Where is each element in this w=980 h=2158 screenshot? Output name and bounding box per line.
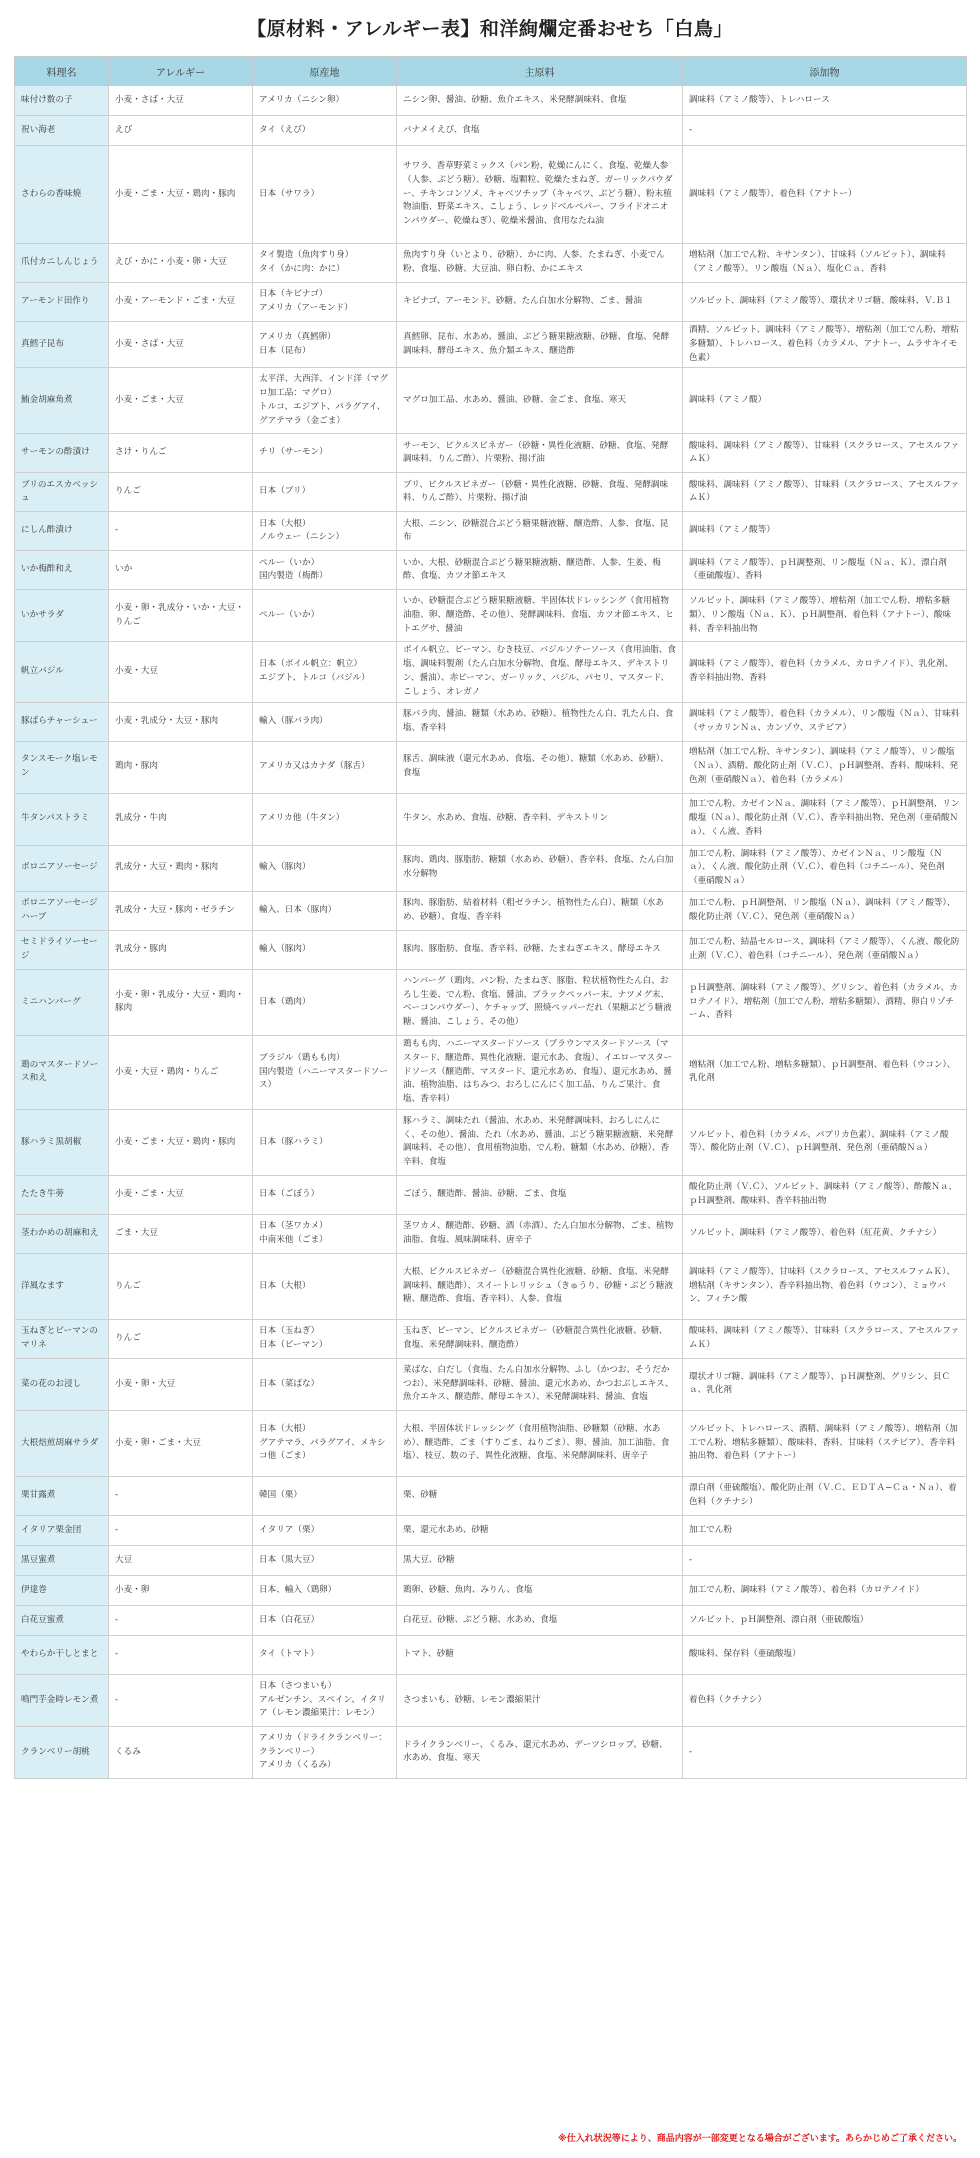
- cell-main-ingredients: 豚バラ肉、醤油、糖類（水あめ、砂糖）、植物性たん白、乳たん白、食塩、香辛料: [397, 702, 683, 741]
- footnote: ※仕入れ状況等により、商品内容が一部変更となる場合がございます。あらかじめご了承ください。: [557, 2134, 962, 2144]
- cell-origin: 日本（豚ハラミ）: [253, 1109, 397, 1175]
- cell-additives: 調味料（アミノ酸等）、着色料（カラメル、カロテノイド）、乳化剤、香辛料抽出物、香料: [683, 642, 967, 702]
- cell-dish-name: 爪付カニしんじょう: [15, 244, 109, 283]
- cell-origin: ブラジル（鶏もも肉） 国内製造（ハニーマスタードソース）: [253, 1035, 397, 1109]
- cell-allergy: りんご: [109, 1319, 253, 1358]
- cell-main-ingredients: 魚肉すり身（いとより、砂糖）、かに肉、人参、たまねぎ、小麦でん粉、食塩、砂糖、大豆油、卵白粉、かにエキス: [397, 244, 683, 283]
- cell-allergy: 小麦・ごま・大豆: [109, 1175, 253, 1214]
- cell-dish-name: 真鱈子昆布: [15, 322, 109, 368]
- cell-allergy: 小麦・卵: [109, 1575, 253, 1605]
- cell-main-ingredients: 大根、ピクルスビネガー（砂糖混合異性化液糖、砂糖、食塩、米発酵調味料、醸造酢）、スイートレリッシュ（きゅうり、砂糖・ぶどう糖液糖、醸造酢、食塩、香辛料）、人参、食塩: [397, 1253, 683, 1319]
- cell-origin: 日本（大根） ノルウェー（ニシン）: [253, 512, 397, 551]
- cell-dish-name: 茎わかめの胡麻和え: [15, 1214, 109, 1253]
- cell-main-ingredients: キビナゴ、アーモンド、砂糖、たん白加水分解物、ごま、醤油: [397, 283, 683, 322]
- cell-additives: 調味料（アミノ酸等）、着色料（アナトー）: [683, 146, 967, 244]
- cell-origin: 日本（茎ワカメ） 中南米他（ごま）: [253, 1214, 397, 1253]
- cell-dish-name: 菜の花のお浸し: [15, 1358, 109, 1410]
- cell-dish-name: クランベリー胡桃: [15, 1726, 109, 1778]
- cell-additives: 調味料（アミノ酸等）: [683, 512, 967, 551]
- cell-additives: 加工でん粉、ｐＨ調整剤、リン酸塩（Ｎａ）、調味料（アミノ酸等）、酸化防止剤（Ｖ.Ｃ）、発色剤（亜硝酸Ｎａ）: [683, 891, 967, 930]
- cell-additives: 加工でん粉、調味料（アミノ酸等）、着色料（カロテノイド）: [683, 1575, 967, 1605]
- cell-dish-name: ブリのエスカベッシュ: [15, 473, 109, 512]
- table-row: [15, 1410, 967, 1476]
- cell-main-ingredients: 豚肉、鶏肉、豚脂肪、糖類（水あめ、砂糖）、香辛料、食塩、たん白加水分解物: [397, 845, 683, 891]
- cell-allergy: 小麦・卵・ごま・大豆: [109, 1410, 253, 1476]
- cell-main-ingredients: 豚舌、調味液（還元水あめ、食塩、その他）、糖類（水あめ、砂糖）、食塩: [397, 741, 683, 793]
- cell-additives: ソルビット、ｐＨ調整剤、漂白剤（亜硫酸塩）: [683, 1605, 967, 1635]
- cell-additives: ソルビット、調味料（アミノ酸等）、環状オリゴ糖、酸味料、Ｖ.Ｂ１: [683, 283, 967, 322]
- cell-origin: アメリカ（ニシン卵）: [253, 86, 397, 116]
- cell-origin: アメリカ（ドライクランベリー：クランベリー） アメリカ（くるみ）: [253, 1726, 397, 1778]
- page-title: 【原材料・アレルギー表】和洋絢爛定番おせち「白鳥」: [247, 18, 733, 40]
- cell-origin: 日本（大根）: [253, 1253, 397, 1319]
- cell-allergy: -: [109, 1476, 253, 1515]
- cell-origin: アメリカ又はカナダ（豚舌）: [253, 741, 397, 793]
- cell-main-ingredients: 黒大豆、砂糖: [397, 1545, 683, 1575]
- cell-additives: ソルビット、着色料（カラメル、パプリカ色素）、調味料（アミノ酸等）、酸化防止剤（Ｖ.Ｃ）、ｐＨ調整剤、発色剤（亜硝酸Ｎａ）: [683, 1109, 967, 1175]
- cell-origin: 日本（玉ねぎ） 日本（ピーマン）: [253, 1319, 397, 1358]
- cell-additives: 酸味料、調味料（アミノ酸等）、甘味料（スクラロース、アセスルファムＫ）: [683, 473, 967, 512]
- table-row: [15, 86, 967, 116]
- table-row: [15, 322, 967, 368]
- cell-origin: 日本（大根） グアテマラ、パラグアイ、メキシコ他（ごま）: [253, 1410, 397, 1476]
- cell-allergy: さけ・りんご: [109, 434, 253, 473]
- cell-dish-name: 鶏のマスタードソース和え: [15, 1035, 109, 1109]
- table-row: [15, 891, 967, 930]
- cell-origin: ペルー（いか） 国内製造（梅酢）: [253, 551, 397, 590]
- table-row: [15, 1726, 967, 1778]
- cell-allergy: -: [109, 1515, 253, 1545]
- cell-origin: 太平洋、大西洋、インド洋（マグロ加工品：マグロ） トルコ、エジプト、パラグアイ、グアテマラ（金ごま）: [253, 368, 397, 434]
- cell-origin: 日本（菜ばな）: [253, 1358, 397, 1410]
- cell-origin: タイ（トマト）: [253, 1635, 397, 1674]
- cell-origin: 日本、輸入（鶏卵）: [253, 1575, 397, 1605]
- cell-dish-name: ボロニアソーセージ: [15, 845, 109, 891]
- table-row: [15, 1605, 967, 1635]
- table-row: [15, 1253, 967, 1319]
- cell-main-ingredients: 栗、砂糖: [397, 1476, 683, 1515]
- cell-allergy: 乳成分・大豆・豚肉・ゼラチン: [109, 891, 253, 930]
- cell-additives: ｐＨ調整剤、調味料（アミノ酸等）、グリシン、着色料（カラメル、カロテノイド）、増粘剤（加工でん粉、増粘多糖類）、酒精、卵白リゾチーム、香料: [683, 969, 967, 1035]
- cell-additives: 酸化防止剤（Ｖ.Ｃ）、ソルビット、調味料（アミノ酸等）、酢酸Ｎａ、ｐＨ調整剤、酸味料、香辛料抽出物: [683, 1175, 967, 1214]
- cell-dish-name: 味付け数の子: [15, 86, 109, 116]
- cell-additives: 酸味料、調味料（アミノ酸等）、甘味料（スクラロース、アセスルファムＫ）: [683, 1319, 967, 1358]
- table-row: [15, 551, 967, 590]
- cell-origin: 輸入（豚バラ肉）: [253, 702, 397, 741]
- cell-dish-name: 鳴門芋金時レモン煮: [15, 1674, 109, 1726]
- table-row: [15, 1545, 967, 1575]
- table-row: [15, 845, 967, 891]
- cell-main-ingredients: 牛タン、水あめ、食塩、砂糖、香辛料、デキストリン: [397, 793, 683, 845]
- cell-allergy: 小麦・さば・大豆: [109, 322, 253, 368]
- cell-additives: -: [683, 116, 967, 146]
- cell-allergy: 小麦・卵・乳成分・大豆・鶏肉・豚肉: [109, 969, 253, 1035]
- cell-allergy: りんご: [109, 1253, 253, 1319]
- table-row: [15, 1109, 967, 1175]
- cell-allergy: -: [109, 1605, 253, 1635]
- cell-main-ingredients: いか、大根、砂糖混合ぶどう糖果糖液糖、醸造酢、人参、生姜、梅酢、食塩、カツオ節エキス: [397, 551, 683, 590]
- cell-dish-name: 伊達巻: [15, 1575, 109, 1605]
- cell-additives: 調味料（アミノ酸等）、ｐＨ調整剤、リン酸塩（Ｎａ、Ｋ）、漂白剤（亜硫酸塩）、香料: [683, 551, 967, 590]
- cell-allergy: 小麦・卵・乳成分・いか・大豆・りんご: [109, 590, 253, 642]
- cell-origin: 輸入、日本（豚肉）: [253, 891, 397, 930]
- table-row: [15, 969, 967, 1035]
- cell-origin: タイ（えび）: [253, 116, 397, 146]
- cell-dish-name: さわらの香味焼: [15, 146, 109, 244]
- cell-origin: アメリカ（真鱈卵） 日本（昆布）: [253, 322, 397, 368]
- cell-allergy: -: [109, 1635, 253, 1674]
- cell-origin: ペルー（いか）: [253, 590, 397, 642]
- cell-additives: ソルビット、トレハロース、酒精、調味料（アミノ酸等）、増粘剤（加工でん粉、増粘多糖類）、酸味料、香料、甘味料（ステビア）、香辛料抽出物、着色料（アナトー）: [683, 1410, 967, 1476]
- cell-additives: 漂白剤（亜硫酸塩）、酸化防止剤（Ｖ.Ｃ、ＥＤＴＡ−Ｃａ・Ｎａ）、着色料（クチナシ）: [683, 1476, 967, 1515]
- cell-dish-name: タンスモーク塩レモン: [15, 741, 109, 793]
- table-row: [15, 642, 967, 702]
- ingredient-allergy-table: [14, 56, 967, 1779]
- cell-main-ingredients: 茎ワカメ、醸造酢、砂糖、酒（赤酒）、たん白加水分解物、ごま、植物油脂、食塩、風味調味料、唐辛子: [397, 1214, 683, 1253]
- cell-dish-name: ボロニアソーセージハーブ: [15, 891, 109, 930]
- cell-additives: 加工でん粉、調味料（アミノ酸等）、カゼインＮａ、リン酸塩（Ｎａ）、くん液、酸化防止剤（Ｖ.Ｃ）、着色料（コチニール）、発色剤（亜硝酸Ｎａ）: [683, 845, 967, 891]
- cell-dish-name: やわらか干しとまと: [15, 1635, 109, 1674]
- cell-dish-name: 白花豆蜜煮: [15, 1605, 109, 1635]
- cell-main-ingredients: 豚肉、豚脂肪、食塩、香辛料、砂糖、たまねぎエキス、酵母エキス: [397, 930, 683, 969]
- table-row: [15, 1035, 967, 1109]
- cell-main-ingredients: 大根、半固体状ドレッシング（食用植物油脂、砂糖類（砂糖、水あめ）、醸造酢、ごま（すりごま、ねりごま）、卵、醤油、加工油脂、食塩）、枝豆、数の子、異性化液糖、食塩、米発酵調味料、唐辛子: [397, 1410, 683, 1476]
- cell-dish-name: 玉ねぎとピーマンのマリネ: [15, 1319, 109, 1358]
- table-header-row: [15, 57, 967, 86]
- cell-allergy: りんご: [109, 473, 253, 512]
- table-row: [15, 930, 967, 969]
- cell-additives: 調味料（アミノ酸等）、着色料（カラメル）、リン酸塩（Ｎａ）、甘味料（サッカリンＮａ、カンゾウ、ステビア）: [683, 702, 967, 741]
- cell-origin: アメリカ他（牛タン）: [253, 793, 397, 845]
- cell-dish-name: ミニハンバーグ: [15, 969, 109, 1035]
- cell-additives: 調味料（アミノ酸等）、甘味料（スクラロース、アセスルファムＫ）、増粘剤（キサンタン）、香辛料抽出物、着色料（ウコン）、ミョウバン、フィチン酸: [683, 1253, 967, 1319]
- cell-main-ingredients: ハンバーグ（鶏肉、パン粉、たまねぎ、豚脂、粒状植物性たん白、おろし生姜、でん粉、食塩、醤油、ブラックペッパー末、ナツメグ末、ベーコンパウダー）、ケチャップ、照焼ペッパーだれ（果糖ぶどう糖液糖、醤油、こしょう、その他）: [397, 969, 683, 1035]
- cell-main-ingredients: 玉ねぎ、ピーマン、ピクルスビネガー（砂糖混合異性化液糖、砂糖、食塩、米発酵調味料、醸造酢）: [397, 1319, 683, 1358]
- cell-main-ingredients: 鶏卵、砂糖、魚肉、みりん、食塩: [397, 1575, 683, 1605]
- cell-main-ingredients: 菜ばな、白だし（食塩、たん白加水分解物、ふし（かつお、そうだかつお）、米発酵調味料、砂糖、醤油、還元水あめ、かつおぶしエキス、魚介エキス、醸造酢、酵母エキス）、米発酵調味料、醤油、食塩: [397, 1358, 683, 1410]
- cell-additives: 増粘剤（加工でん粉、キサンタン）、甘味料（ソルビット）、調味料（アミノ酸等）、リン酸塩（Ｎａ）、塩化Ｃａ、香料: [683, 244, 967, 283]
- table-row: [15, 434, 967, 473]
- table-row: [15, 146, 967, 244]
- cell-allergy: 小麦・アーモンド・ごま・大豆: [109, 283, 253, 322]
- cell-allergy: 鶏肉・豚肉: [109, 741, 253, 793]
- cell-main-ingredients: 豚肉、豚脂肪、結着材料（粗ゼラチン、植物性たん白）、糖類（水あめ、砂糖）、食塩、香辛料: [397, 891, 683, 930]
- cell-allergy: 小麦・ごま・大豆: [109, 368, 253, 434]
- cell-additives: 酸味料、調味料（アミノ酸等）、甘味料（スクラロース、アセスルファムＫ）: [683, 434, 967, 473]
- cell-origin: 日本（キビナゴ） アメリカ（アーモンド）: [253, 283, 397, 322]
- cell-main-ingredients: バナメイえび、食塩: [397, 116, 683, 146]
- cell-allergy: 小麦・卵・大豆: [109, 1358, 253, 1410]
- cell-allergy: 小麦・ごま・大豆・鶏肉・豚肉: [109, 146, 253, 244]
- cell-dish-name: にしん酢漬け: [15, 512, 109, 551]
- cell-main-ingredients: いか、砂糖混合ぶどう糖果糖液糖、半固体状ドレッシング（食用植物油脂、卵、醸造酢、その他）、発酵調味料、食塩、カツオ節エキス、ヒトエグサ、醤油: [397, 590, 683, 642]
- cell-main-ingredients: 鶏もも肉、ハニーマスタードソース（ブラウンマスタードソース（マスタード、醸造酢、異性化液糖、還元水あ、食塩）、イエローマスタードソース（醸造酢、マスタード、還元水あめ、食塩）、還元水あめ、醤油、植物油脂、はちみつ、おろしにんにく加工品、りんご果汁、食塩、香辛料）: [397, 1035, 683, 1109]
- cell-additives: -: [683, 1545, 967, 1575]
- cell-main-ingredients: サワラ、香草野菜ミックス（パン粉、乾燥にんにく、食塩、乾燥人参（人参、ぶどう糖）、砂糖、塩顆粒、乾燥たまねぎ、ガーリックパウダー、チキンコンソメ、キャベツチップ（キャベツ、ぶどう糖）、粉末植物油脂、野菜エキス、こしょう、レッドベルペパー、フライドオニオンパウダー、乾燥ねぎ）、乾燥米醤油、食用なたね油: [397, 146, 683, 244]
- table-row: [15, 116, 967, 146]
- cell-additives: 酸味料、保存料（亜硫酸塩）: [683, 1635, 967, 1674]
- cell-additives: 加工でん粉、結晶セルロース、調味料（アミノ酸等）、くん液、酸化防止剤（Ｖ.Ｃ）、着色料（コチニール）、発色剤（亜硝酸Ｎａ）: [683, 930, 967, 969]
- table-row: [15, 1175, 967, 1214]
- table-row: [15, 1575, 967, 1605]
- cell-main-ingredients: さつまいも、砂糖、レモン濃縮果汁: [397, 1674, 683, 1726]
- cell-allergy: 乳成分・大豆・鶏肉・豚肉: [109, 845, 253, 891]
- table-row: [15, 368, 967, 434]
- cell-additives: 調味料（アミノ酸等）、トレハロース: [683, 86, 967, 116]
- table-row: [15, 473, 967, 512]
- cell-origin: 日本（白花豆）: [253, 1605, 397, 1635]
- cell-dish-name: 帆立バジル: [15, 642, 109, 702]
- cell-origin: 輸入（豚肉）: [253, 845, 397, 891]
- cell-origin: 日本（ごぼう）: [253, 1175, 397, 1214]
- cell-additives: 加工でん粉: [683, 1515, 967, 1545]
- cell-dish-name: セミドライソーセージ: [15, 930, 109, 969]
- table-row: [15, 590, 967, 642]
- cell-main-ingredients: サーモン、ピクルスビネガー（砂糖・異性化液糖、砂糖、食塩、発酵調味料、りんご酢）、片栗粉、揚げ油: [397, 434, 683, 473]
- table-row: [15, 283, 967, 322]
- cell-allergy: 小麦・ごま・大豆・鶏肉・豚肉: [109, 1109, 253, 1175]
- cell-dish-name: 豚ばらチャーシュー: [15, 702, 109, 741]
- cell-main-ingredients: ニシン卵、醤油、砂糖、魚介エキス、米発酵調味料、食塩: [397, 86, 683, 116]
- cell-dish-name: 牛タンパストラミ: [15, 793, 109, 845]
- cell-additives: 加工でん粉、カゼインＮａ、調味料（アミノ酸等）、ｐＨ調整剤、リン酸塩（Ｎａ）、酸化防止剤（Ｖ.Ｃ）、香辛料抽出物、発色剤（亜硝酸Ｎａ）、くん液、香料: [683, 793, 967, 845]
- cell-dish-name: いかサラダ: [15, 590, 109, 642]
- cell-origin: 輸入（豚肉）: [253, 930, 397, 969]
- cell-allergy: えび: [109, 116, 253, 146]
- cell-main-ingredients: ドライクランベリー、くるみ、還元水あめ、デーツシロップ、砂糖、水あめ、食塩、寒天: [397, 1726, 683, 1778]
- cell-origin: 日本（ブリ）: [253, 473, 397, 512]
- cell-origin: タイ製造（魚肉すり身） タイ（かに肉：かに）: [253, 244, 397, 283]
- cell-additives: -: [683, 1726, 967, 1778]
- cell-origin: 日本（ボイル帆立：帆立） エジプト、トルコ（バジル）: [253, 642, 397, 702]
- cell-main-ingredients: ブリ、ピクルスビネガー（砂糖・異性化液糖、砂糖、食塩、発酵調味料、りんご酢）、片栗粉、揚げ油: [397, 473, 683, 512]
- table-row: [15, 1674, 967, 1726]
- cell-dish-name: 鮪金胡麻角煮: [15, 368, 109, 434]
- header-additives: 添加物: [683, 57, 967, 86]
- cell-main-ingredients: トマト、砂糖: [397, 1635, 683, 1674]
- header-origin: 原産地: [253, 57, 397, 86]
- table-row: [15, 1635, 967, 1674]
- cell-additives: ソルビット、調味料（アミノ酸等）、着色料（紅花黄、クチナシ）: [683, 1214, 967, 1253]
- table-row: [15, 1358, 967, 1410]
- cell-main-ingredients: 大根、ニシン、砂糖混合ぶどう糖果糖液糖、醸造酢、人参、食塩、昆布: [397, 512, 683, 551]
- cell-dish-name: 祝い海老: [15, 116, 109, 146]
- table-row: [15, 512, 967, 551]
- cell-allergy: くるみ: [109, 1726, 253, 1778]
- cell-main-ingredients: 真鱈卵、昆布、水あめ、醤油、ぶどう糖果糖液糖、砂糖、食塩、発酵調味料、酵母エキス、魚介類エキス、醸造酢: [397, 322, 683, 368]
- table-row: [15, 1319, 967, 1358]
- cell-origin: チリ（サーモン）: [253, 434, 397, 473]
- cell-dish-name: イタリア栗金団: [15, 1515, 109, 1545]
- table-row: [15, 1515, 967, 1545]
- cell-allergy: 乳成分・牛肉: [109, 793, 253, 845]
- cell-allergy: 小麦・大豆・鶏肉・りんご: [109, 1035, 253, 1109]
- cell-allergy: -: [109, 512, 253, 551]
- cell-additives: 調味料（アミノ酸）: [683, 368, 967, 434]
- table-row: [15, 741, 967, 793]
- cell-dish-name: 黒豆蜜煮: [15, 1545, 109, 1575]
- cell-origin: 日本（サワラ）: [253, 146, 397, 244]
- cell-allergy: えび・かに・小麦・卵・大豆: [109, 244, 253, 283]
- cell-dish-name: 大根焙煎胡麻サラダ: [15, 1410, 109, 1476]
- cell-main-ingredients: ボイル帆立、ピーマン、むき枝豆、バジルソテーソース（食用油脂、食塩、調味料製剤（たん白加水分解物、食塩、酵母エキス、デキストリン、醤油）、赤ピーマン、ガーリック、バジル、パセリ、マスタード、こしょう、オレガノ: [397, 642, 683, 702]
- cell-dish-name: いか梅酢和え: [15, 551, 109, 590]
- cell-allergy: 小麦・乳成分・大豆・豚肉: [109, 702, 253, 741]
- cell-additives: 増粘剤（加工でん粉、キサンタン）、調味料（アミノ酸等）、リン酸塩（Ｎａ）、酒精、酸化防止剤（Ｖ.Ｃ）、ｐＨ調整剤、香料、酸味料、発色剤（亜硝酸Ｎａ）、着色料（カラメル）: [683, 741, 967, 793]
- cell-origin: イタリア（栗）: [253, 1515, 397, 1545]
- cell-dish-name: 洋風なます: [15, 1253, 109, 1319]
- cell-dish-name: サーモンの酢漬け: [15, 434, 109, 473]
- cell-allergy: ごま・大豆: [109, 1214, 253, 1253]
- cell-dish-name: アーモンド田作り: [15, 283, 109, 322]
- cell-additives: 環状オリゴ糖、調味料（アミノ酸等）、ｐＨ調整剤、グリシン、貝Ｃａ、乳化剤: [683, 1358, 967, 1410]
- cell-additives: 着色料（クチナシ）: [683, 1674, 967, 1726]
- table-row: [15, 244, 967, 283]
- table-row: [15, 1214, 967, 1253]
- cell-additives: 酒精、ソルビット、調味料（アミノ酸等）、増粘剤（加工でん粉、増粘多糖類）、トレハロース、着色料（カラメル、アナトー、ムラサキイモ色素）: [683, 322, 967, 368]
- header-allergy: アレルギー: [109, 57, 253, 86]
- cell-origin: 日本（鶏肉）: [253, 969, 397, 1035]
- cell-main-ingredients: ごぼう、醸造酢、醤油、砂糖、ごま、食塩: [397, 1175, 683, 1214]
- cell-allergy: 小麦・大豆: [109, 642, 253, 702]
- cell-allergy: 大豆: [109, 1545, 253, 1575]
- cell-main-ingredients: マグロ加工品、水あめ、醤油、砂糖、金ごま、食塩、寒天: [397, 368, 683, 434]
- cell-dish-name: 栗甘露煮: [15, 1476, 109, 1515]
- table-row: [15, 1476, 967, 1515]
- cell-origin: 韓国（栗）: [253, 1476, 397, 1515]
- cell-main-ingredients: 豚ハラミ、調味たれ（醤油、水あめ、米発酵調味料、おろしにんにく、その他）、醤油、たれ（水あめ、醤油、ぶどう糖果糖液糖、米発酵調味料、その他）、食用植物油脂、でん粉、糖類（水あめ、砂糖）、香辛料、食塩: [397, 1109, 683, 1175]
- cell-allergy: いか: [109, 551, 253, 590]
- header-main-ingredients: 主原料: [397, 57, 683, 86]
- header-dish-name: 料理名: [15, 57, 109, 86]
- cell-dish-name: 豚ハラミ黒胡椒: [15, 1109, 109, 1175]
- cell-additives: 増粘剤（加工でん粉、増粘多糖類）、ｐＨ調整剤、着色料（ウコン）、乳化剤: [683, 1035, 967, 1109]
- cell-main-ingredients: 栗、還元水あめ、砂糖: [397, 1515, 683, 1545]
- table-row: [15, 702, 967, 741]
- table-row: [15, 793, 967, 845]
- cell-main-ingredients: 白花豆、砂糖、ぶどう糖、水あめ、食塩: [397, 1605, 683, 1635]
- cell-origin: 日本（さつまいも） アルゼンチン、スペイン、イタリア（レモン濃縮果汁：レモン）: [253, 1674, 397, 1726]
- cell-additives: ソルビット、調味料（アミノ酸等）、増粘剤（加工でん粉、増粘多糖類）、リン酸塩（Ｎａ、Ｋ）、ｐＨ調整剤、着色料（アナトー）、酸味料、香辛料抽出物: [683, 590, 967, 642]
- cell-allergy: 小麦・さば・大豆: [109, 86, 253, 116]
- cell-allergy: 乳成分・豚肉: [109, 930, 253, 969]
- cell-dish-name: たたき牛蒡: [15, 1175, 109, 1214]
- cell-origin: 日本（黒大豆）: [253, 1545, 397, 1575]
- cell-allergy: -: [109, 1674, 253, 1726]
